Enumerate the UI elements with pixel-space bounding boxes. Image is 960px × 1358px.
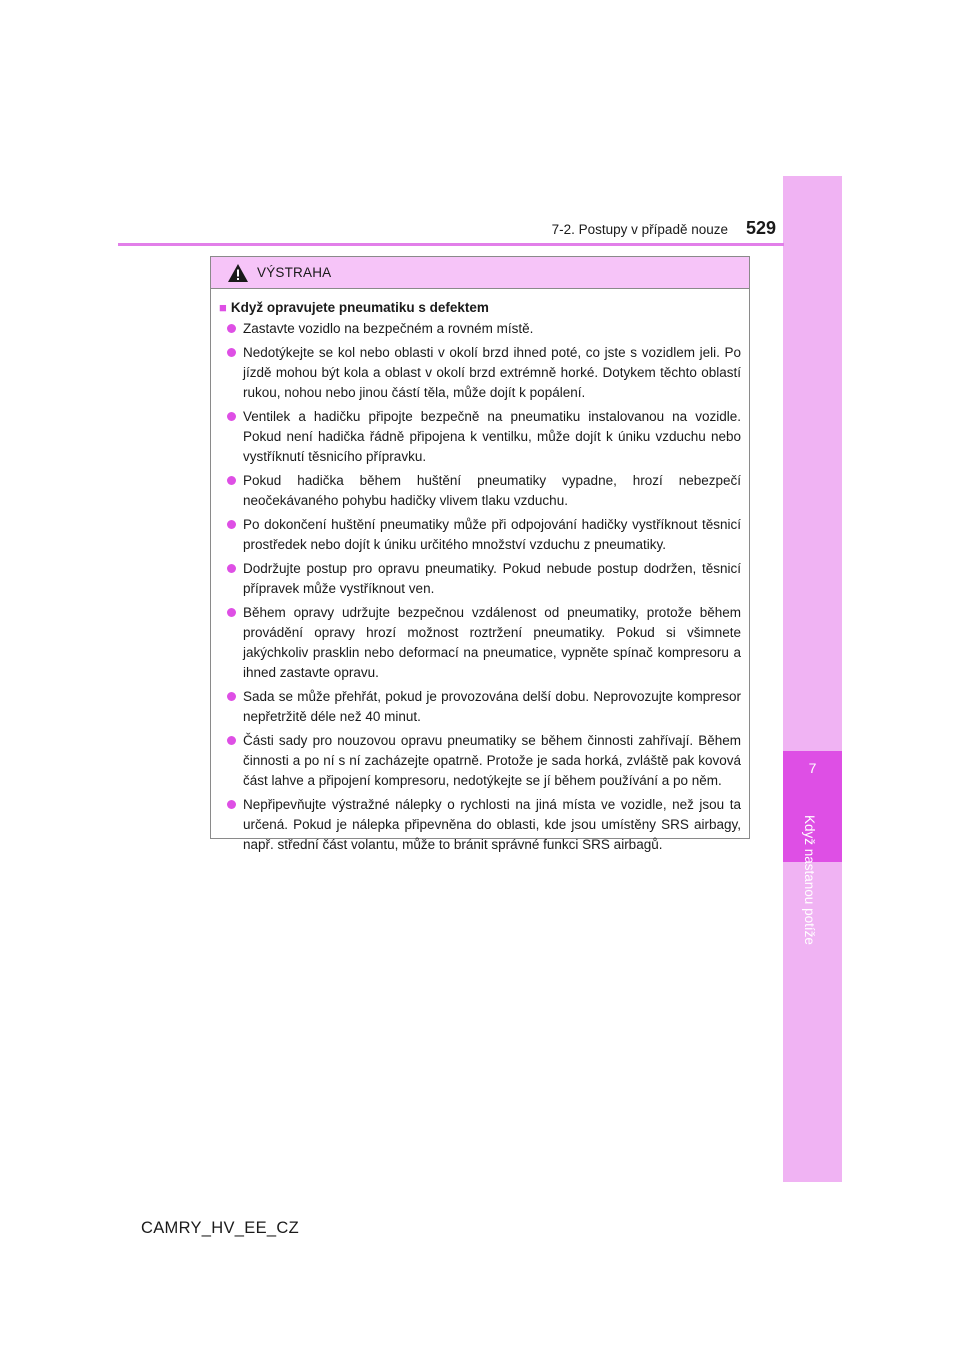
warning-triangle-icon [227,263,249,283]
bullet-icon [227,736,236,745]
list-item [219,795,741,855]
list-item-text: Sada se může přehřát, pokud je provozována delší dobu. Neprovozujte kompresor nepřetržitě déle než 40 minut. [243,689,741,724]
bullet-icon [227,800,236,809]
list-item-text: Ventilek a hadičku připojte bezpečně na pneumatiku instalovanou na vozidle. Pokud není hadička řádně připojena k ventilku, může dojít k úniku vzduchu nebo vystříknutí těsnicího přípravku. [243,409,741,464]
square-bullet-icon: ■ [219,300,227,315]
list-item [219,731,741,791]
list-item [219,687,741,727]
list-item-text: Během opravy udržujte bezpečnou vzdálenost od pneumatiky, protože během provádění opravy hrozí možnost roztržení pneumatiky. Pokud si všimnete jakýchkoliv prasklin nebo deformací na pneumatice, vypněte spínač kompresoru a ihned zastavte opravu. [243,605,741,680]
bullet-icon [227,348,236,357]
warning-list [219,319,741,855]
list-item [219,603,741,683]
section-title: 7-2. Postupy v případě nouze [551,222,728,237]
bullet-icon [227,692,236,701]
list-item [219,515,741,555]
header-rule [118,243,784,246]
list-item-text: Po dokončení huštění pneumatiky může při odpojování hadičky vystříknout těsnicí prostředek nebo dojít k úniku určitého množství vzduchu z pneumatiky. [243,517,741,552]
warning-body [211,289,749,855]
document-code: CAMRY_HV_EE_CZ [141,1219,299,1237]
warning-subheading-text: Když opravujete pneumatiku s defektem [230,300,489,315]
page-number: 529 [745,218,776,238]
chapter-label: Když nastanou potíže [802,815,817,945]
list-item [219,319,741,339]
warning-box [210,256,750,852]
chapter-side-tab [783,176,842,1182]
warning-title: VÝSTRAHA [257,265,332,280]
list-item-text: Pokud hadička během huštění pneumatiky vypadne, hrozí nebezpečí neočekávaného pohybu hadičky vlivem tlaku vzduchu. [243,473,741,508]
bullet-icon [227,520,236,529]
bullet-icon [227,324,236,333]
list-item-text: Zastavte vozidlo na bezpečném a rovném místě. [243,321,534,336]
list-item-text: Dodržujte postup pro opravu pneumatiky. Pokud nebude postup dodržen, těsnicí přípravek může vystříknout ven. [243,561,741,596]
bullet-icon [227,476,236,485]
bullet-icon [227,608,236,617]
list-item-text: Části sady pro nouzovou opravu pneumatiky se během činnosti zahřívají. Během činnosti a po ní s ní zacházejte opatrně. Protože je sada horká, zvláště pak kovová část lahve a připojení kompresoru, nedotýkejte se jí během používání a po něm. [243,733,741,788]
warning-header [211,257,749,289]
bullet-icon [227,412,236,421]
bullet-icon [227,564,236,573]
list-item [219,407,741,467]
list-item-text: Nedotýkejte se kol nebo oblasti v okolí brzd ihned poté, co jste s vozidlem jeli. Po jízdě mohou být kola a oblast v okolí brzd extrémně horké. Dotykem těchto oblastí rukou, nohou nebo jinou částí těla, může dojít k popálení. [243,345,741,400]
chapter-number: 7 [808,760,817,776]
list-item [219,343,741,403]
list-item-text: Nepřipevňujte výstražné nálepky o rychlosti na jiná místa ve vozidle, než jsou ta určená. Pokud je nálepka připevněna do oblasti, kde jsou umístěny SRS airbagy, např. střední část volantu, může to bránit správné funkci SRS airbagů. [243,797,741,852]
list-item [219,471,741,511]
warning-subheading [219,300,741,315]
list-item [219,559,741,599]
